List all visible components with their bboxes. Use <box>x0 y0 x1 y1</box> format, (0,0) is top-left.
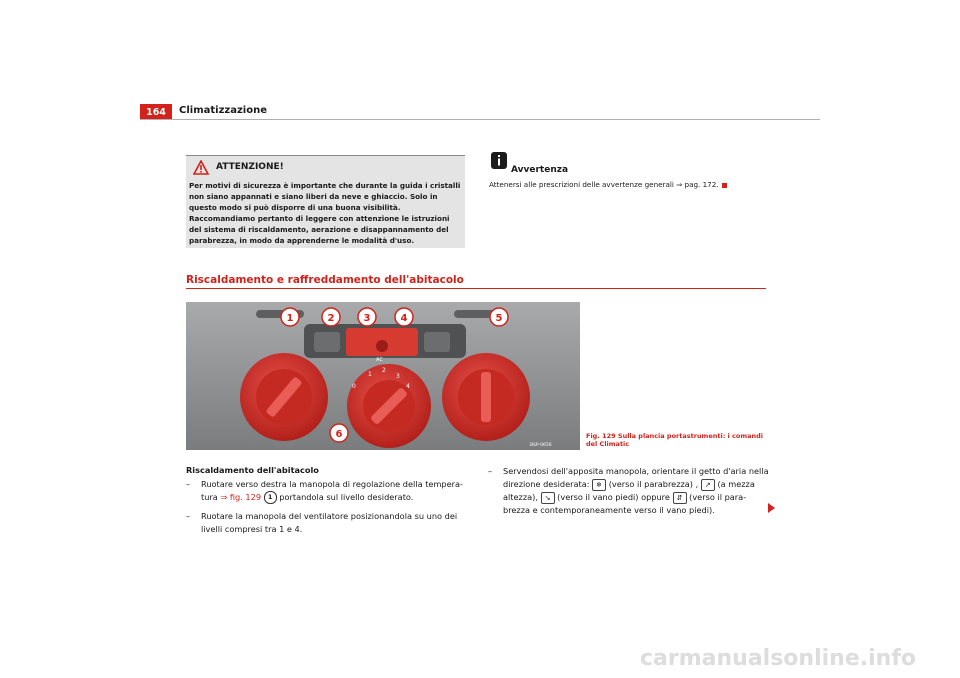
figure-caption: Fig. 129 Sulla plancia portastrumenti: i comandi del Climatic <box>586 432 764 448</box>
warning-text: Per motivi di sicurezza è importante che durante la guida i cristalli non siano appannati e siano liberi da neve e ghiaccio. Solo in questo modo si può disporre di una buona visibilità. Raccomandiamo pertanto di leggere con attenzione le istruzioni del sistema di riscaldamento, aerazione e disappannamento del parabrezza, in modo da apprenderne le modalità d'uso. <box>189 181 461 246</box>
section-title: Riscaldamento e raffreddamento dell'abitacolo <box>186 274 464 286</box>
callout-1: 1 <box>286 313 294 324</box>
callout-5: 5 <box>495 313 503 324</box>
warning-triangle-icon <box>193 160 209 175</box>
note-text: Attenersi alle prescrizioni delle avvertenze generali ⇒ pag. 172. <box>489 180 727 189</box>
note-title: Avvertenza <box>511 165 569 175</box>
warning-title: ATTENZIONE! <box>216 162 284 172</box>
callout-ref: 1 <box>264 491 277 504</box>
info-note-icon <box>491 152 507 169</box>
body-subhead: Riscaldamento dell'abitacolo <box>186 465 319 475</box>
warning-box <box>186 155 465 248</box>
figure-link[interactable]: ⇒ fig. 129 <box>220 492 262 502</box>
image-code: BSP-0656 <box>530 443 552 448</box>
list-item: – Ruotare la manopola del ventilatore posizionandola su uno dei livelli compresi tra 1 e 4. <box>186 511 458 534</box>
callout-2: 2 <box>327 313 335 324</box>
list-item: – Ruotare verso destra la manopola di regolazione della tempera-tura ⇒ fig. 129 1 portandola sul livello desiderato. <box>186 479 463 502</box>
header-divider <box>140 119 820 120</box>
watermark: carmanualsonline.info <box>640 646 916 671</box>
fan-scale-1: 1 <box>368 371 372 378</box>
fan-scale-0: 0 <box>352 383 356 390</box>
list-item: – Servendosi dell'apposita manopola, orientare il getto d'aria nella direzione desiderata: ❄ (verso il parabrezza) , ↗ (a mezza altezza), ↘ (verso il vano piedi) oppure ⇵ (verso il para-brezza e contemporaneamente verso il vano piedi). <box>488 466 769 515</box>
climatic-controls-figure <box>186 302 580 450</box>
ac-label: AC <box>376 357 383 363</box>
callout-4: 4 <box>400 313 408 324</box>
page-number: 164 <box>140 104 172 120</box>
fan-scale-2: 2 <box>382 367 386 374</box>
chapter-title: Climatizzazione <box>179 105 267 116</box>
windshield-vent-icon: ❄ <box>592 479 606 491</box>
windshield-foot-vent-icon: ⇵ <box>673 492 687 504</box>
foot-vent-icon: ↘ <box>541 492 555 504</box>
callout-6: 6 <box>335 429 343 440</box>
section-divider <box>186 288 766 289</box>
callout-3: 3 <box>363 313 371 324</box>
fan-scale-4: 4 <box>406 383 410 390</box>
fan-scale-3: 3 <box>396 373 400 380</box>
next-page-arrow-icon <box>768 503 775 513</box>
face-vent-icon: ↗ <box>701 479 715 491</box>
